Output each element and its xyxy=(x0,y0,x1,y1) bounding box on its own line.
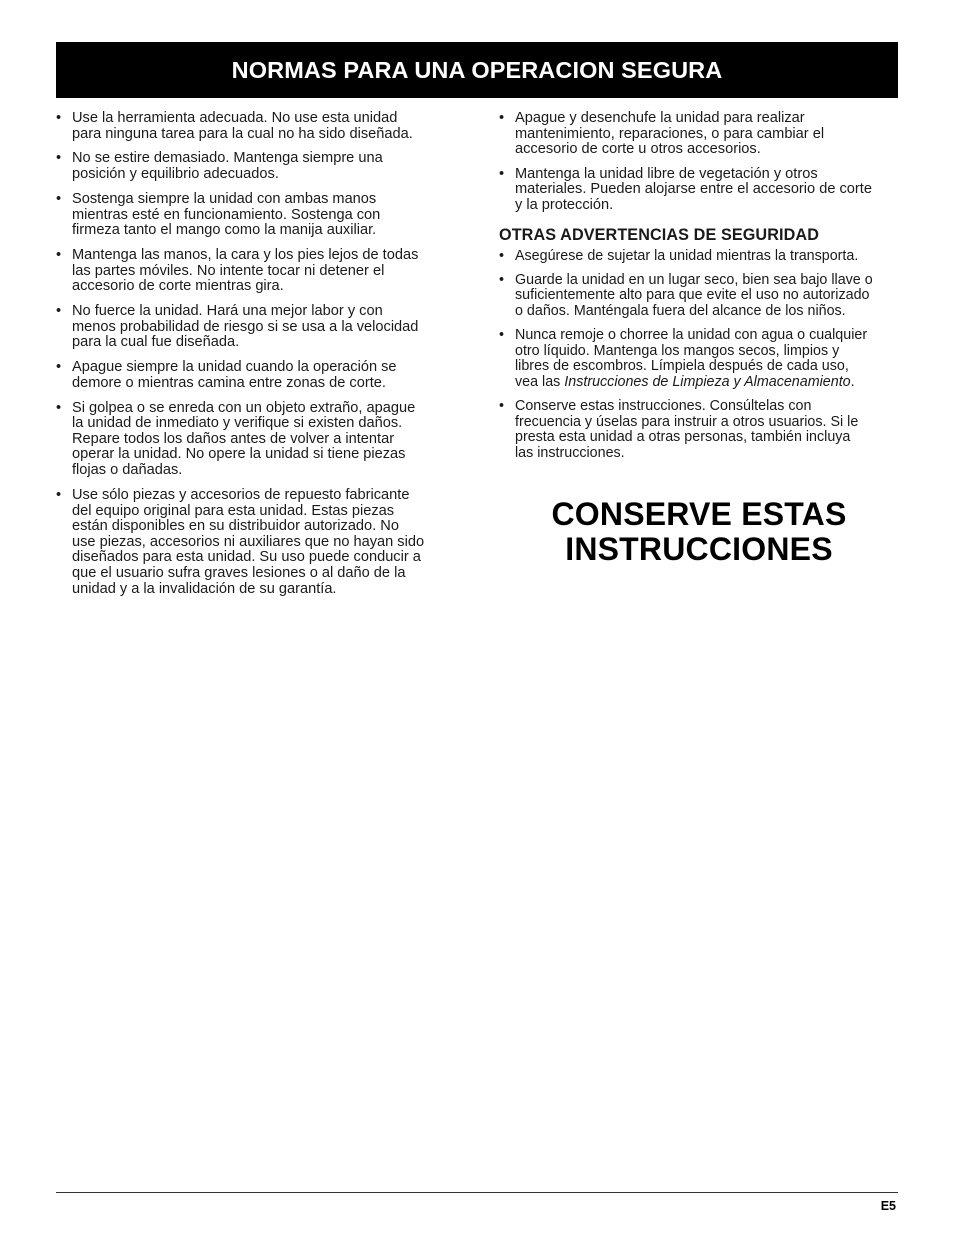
list-item xyxy=(499,111,899,158)
item-text-line: otro líquido. Mantenga los mangos secos, limpios y xyxy=(515,342,840,359)
list-item xyxy=(499,167,899,214)
conserve-title-line-1: CONSERVE ESTAS xyxy=(551,496,847,533)
list-item xyxy=(499,328,899,390)
page-number: E5 xyxy=(880,1199,896,1213)
safety-rules-list xyxy=(56,111,454,597)
item-text-line: diseñados para esta unidad. Su uso puede conducir a xyxy=(72,549,421,566)
item-text-line: Si golpea o se enreda con un objeto extraño, apague xyxy=(72,399,416,416)
page-title: NORMAS PARA UNA OPERACION SEGURA xyxy=(231,56,723,83)
left-column xyxy=(56,111,454,606)
list-item xyxy=(56,151,454,182)
conserve-instructions-title xyxy=(499,497,899,567)
item-text-line: firmeza tanto el mango como la manija auxiliar. xyxy=(72,222,377,239)
item-text-line: Mantenga las manos, la cara y los pies lejos de todas xyxy=(72,247,419,264)
item-text-line: o daños. Manténgala fuera del alcance de los niños. xyxy=(515,302,846,319)
item-text-line: mientras esté en funcionamiento. Sostenga con xyxy=(72,206,381,223)
bullet-icon: • xyxy=(56,190,62,207)
bullet-icon: • xyxy=(499,271,505,288)
bullet-icon: • xyxy=(56,150,62,167)
item-text-line: menos probabilidad de riesgo si se usa a la velocidad xyxy=(72,318,419,335)
line-prefix: vea las xyxy=(515,373,565,390)
item-text-line: Conserve estas instrucciones. Consúltelas con xyxy=(515,398,812,415)
item-text-line: Use sólo piezas y accesorios de repuesto fabricante xyxy=(72,486,410,503)
line-suffix: . xyxy=(850,373,855,390)
list-item xyxy=(56,304,454,351)
item-text-line: libres de escombros. Límpiela después de cada uso, xyxy=(515,358,849,375)
item-text-line: del equipo original para esta unidad. Estas piezas xyxy=(72,502,395,519)
item-text-line: Asegúrese de sujetar la unidad mientras la transporta. xyxy=(515,247,859,264)
list-item xyxy=(56,192,454,239)
list-item xyxy=(499,399,899,461)
item-text-line: Nunca remoje o chorree la unidad con agua o cualquier xyxy=(515,327,868,344)
bullet-icon: • xyxy=(499,247,505,264)
item-text-line: Sostenga siempre la unidad con ambas manos xyxy=(72,190,377,207)
footer-divider xyxy=(56,1192,898,1193)
item-text-line: las partes móviles. No intente tocar ni detener el xyxy=(72,262,385,279)
item-text-line: para ninguna tarea para la cual no ha sido diseñada. xyxy=(72,125,413,142)
list-item xyxy=(56,360,454,391)
bullet-icon: • xyxy=(499,110,505,126)
item-text-line: No se estire demasiado. Mantenga siempre una xyxy=(72,150,383,167)
item-text-line: No fuerce la unidad. Hará una mejor labor y con xyxy=(72,303,383,320)
item-text-line: operar la unidad. No opere la unidad si tiene piezas xyxy=(72,446,406,463)
bullet-icon: • xyxy=(56,303,62,320)
bullet-icon: • xyxy=(56,110,62,126)
maintenance-rules-list xyxy=(499,111,899,214)
item-text-line: mantenimiento, reparaciones, o para cambiar el xyxy=(515,125,825,142)
item-text-line: posición y equilibrio adecuados. xyxy=(72,166,279,183)
item-text-line: Mantenga la unidad libre de vegetación y otros xyxy=(515,165,818,182)
item-text-line: que el usuario sufra graves lesiones o al daño de la xyxy=(72,564,406,581)
item-text-line: Repare todos los daños antes de volver a intentar xyxy=(72,430,395,447)
item-text-line: Guarde la unidad en un lugar seco, bien sea bajo llave o xyxy=(515,271,873,288)
bullet-icon: • xyxy=(499,327,505,344)
list-item xyxy=(499,273,899,320)
bullet-icon: • xyxy=(499,165,505,182)
list-item xyxy=(56,401,454,479)
item-text-line: las instrucciones. xyxy=(515,444,625,461)
item-text-line: suficientemente alto para que evite el uso no autorizado xyxy=(515,287,870,304)
section-header-bar xyxy=(56,42,898,98)
bullet-icon: • xyxy=(56,247,62,264)
item-text-line: y la protección. xyxy=(515,196,614,213)
item-text-line: materiales. Pueden alojarse entre el accesorio de corte xyxy=(515,181,872,198)
item-text-line: la unidad de inmediato y verifique si existen daños. xyxy=(72,415,403,432)
right-column xyxy=(499,111,899,567)
item-text-line: están disponibles en su distribuidor autorizado. No xyxy=(72,518,399,535)
list-item xyxy=(56,111,454,142)
item-text-line: unidad y a la invalidación de su garantía. xyxy=(72,580,337,597)
item-text-line: frecuencia y úselas para instruir a otros usuarios. Si le xyxy=(515,413,859,430)
list-item xyxy=(56,488,454,597)
list-item xyxy=(499,249,899,265)
item-text-line: accesorio de corte mientras gira. xyxy=(72,278,284,295)
conserve-title-line-2: INSTRUCCIONES xyxy=(565,531,833,568)
item-text-line: presta esta unidad a otras personas, también incluya xyxy=(515,429,851,446)
bullet-icon: • xyxy=(56,486,62,503)
bullet-icon: • xyxy=(499,398,505,415)
item-text-line: Apague siempre la unidad cuando la operación se xyxy=(72,359,397,376)
other-warnings-heading: OTRAS ADVERTENCIAS DE SEGURIDAD xyxy=(499,225,819,244)
cleaning-storage-reference: Instrucciones de Limpieza y Almacenamiento xyxy=(564,373,851,390)
other-warnings-list xyxy=(499,249,899,462)
item-text-line xyxy=(515,375,899,391)
item-text-line: Apague y desenchufe la unidad para realizar xyxy=(515,110,805,126)
bullet-icon: • xyxy=(56,359,62,376)
item-text-line: use piezas, accesorios ni auxiliares que no hayan sido xyxy=(72,533,425,550)
item-text-line: flojas o dañadas. xyxy=(72,462,183,479)
bullet-icon: • xyxy=(56,399,62,416)
item-text-line: demore o mientras camina entre zonas de corte. xyxy=(72,374,386,391)
list-item xyxy=(56,248,454,295)
item-text-line: para la cual fue diseñada. xyxy=(72,334,240,351)
item-text-line: accesorio de corte u otros accesorios. xyxy=(515,141,761,158)
item-text-line: Use la herramienta adecuada. No use esta unidad xyxy=(72,110,398,126)
